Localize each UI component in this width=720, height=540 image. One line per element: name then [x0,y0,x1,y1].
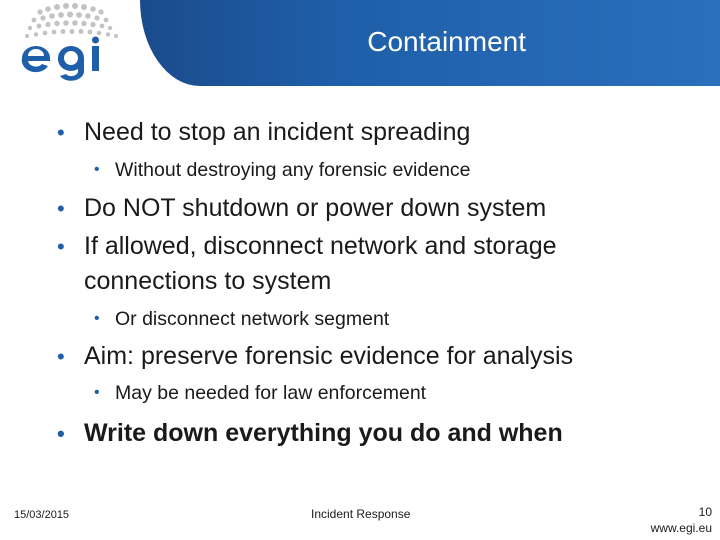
footer-url: www.egi.eu [650,521,712,535]
bullet-dot: • [57,421,65,446]
footer-date: 15/03/2015 [14,509,70,521]
bullet-text: If allowed, disconnect network and storage [84,232,557,260]
footer-title: Incident Response [311,507,411,521]
bullet-dot: • [57,196,65,221]
sub-bullet-item [94,157,471,183]
bullet-text: Need to stop an incident spreading [84,118,471,146]
bullet-text: Without destroying any forensic evidence [115,159,471,181]
bullet-dot: • [57,344,65,369]
bullet-text: connections to system [84,267,332,295]
bullet-text: Aim: preserve forensic evidence for analysis [84,342,574,370]
bullet-text: Or disconnect network segment [115,308,390,330]
sub-bullet-item [94,380,427,406]
bullet-text: Write down everything you do and when [84,419,563,447]
slide-title: Containment [367,26,526,57]
bullet-text: May be needed for law enforcement [115,382,427,404]
bullet-dot: • [94,310,100,327]
bullet-item [57,341,574,372]
bullet-item [57,193,547,224]
page-number: 10 [698,505,712,519]
bullet-dot: • [94,161,100,178]
bullet-dot: • [57,120,65,145]
bullet-dot: • [57,234,65,259]
bullet-item [57,117,471,148]
bullet-dot: • [94,384,100,401]
sub-bullet-item [94,306,390,332]
bullet-item [57,231,557,262]
bullet-continuation [84,266,331,297]
bullet-item [57,418,563,449]
bullet-text: Do NOT shutdown or power down system [84,194,547,222]
